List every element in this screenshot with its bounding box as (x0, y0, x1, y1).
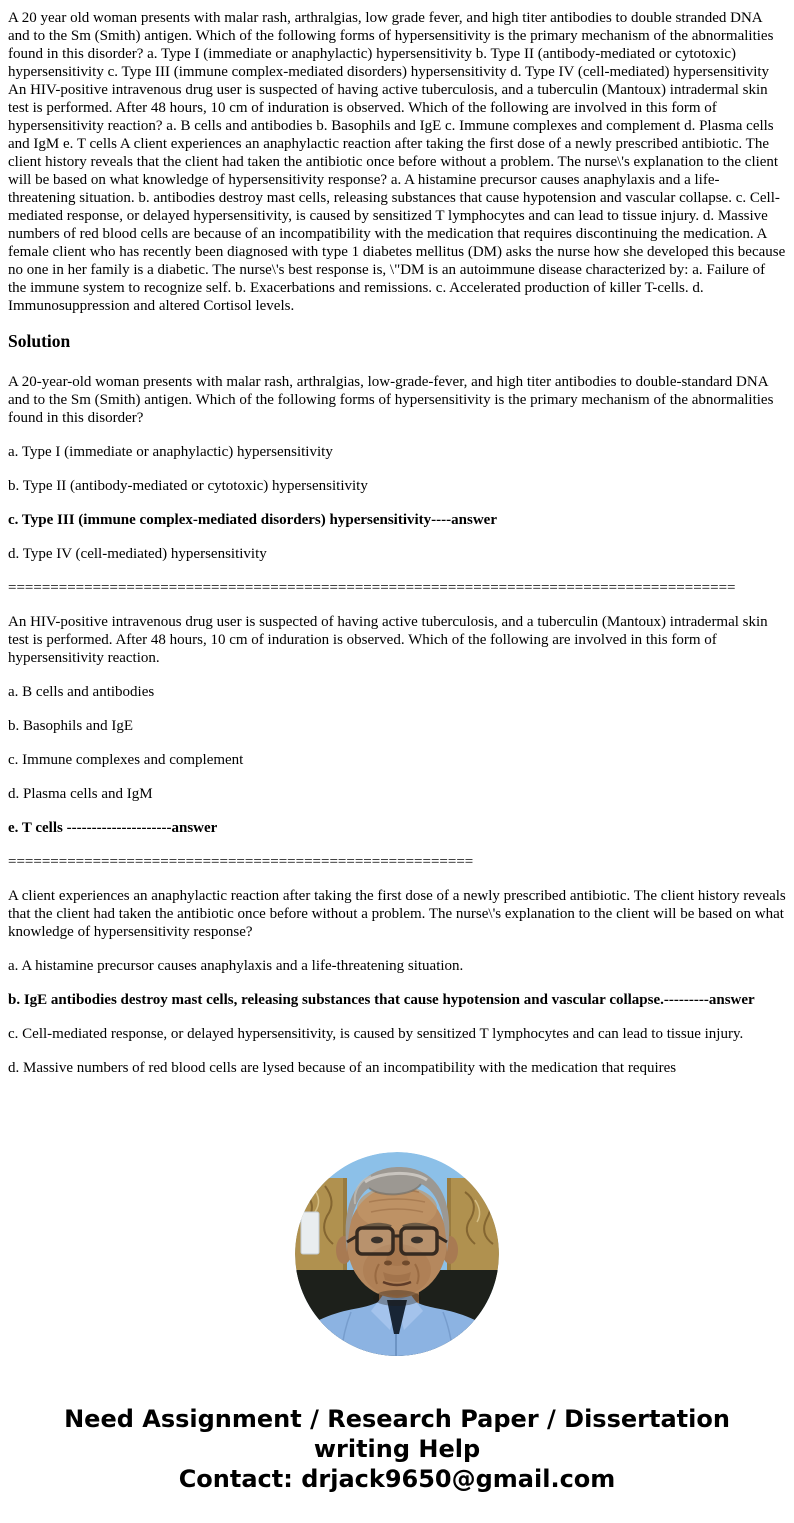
separator-line: ====================================================================================== (8, 580, 736, 596)
solution-paragraph: b. IgE antibodies destroy mast cells, releasing substances that cause hypotension and vascular collapse.---------answer (8, 992, 755, 1008)
solution-paragraph: b. Type II (antibody-mediated or cytotoxic) hypersensitivity (8, 478, 368, 494)
avatar-photo (295, 1152, 499, 1356)
solution-paragraph: b. Basophils and IgE (8, 718, 133, 734)
solution-paragraph: d. Type IV (cell-mediated) hypersensitivity (8, 546, 267, 562)
solution-paragraph: A 20-year-old woman presents with malar rash, arthralgias, low-grade-fever, and high titer antibodies to double-standard DNA and to the Sm (Smith) antigen. Which of the following forms of hypersensitivity is the primary mechanism of the abnormalities found in this disorder? (8, 374, 774, 426)
solution-paragraph: a. Type I (immediate or anaphylactic) hypersensitivity (8, 444, 333, 460)
footer-contact: Contact: drjack9650@gmail.com (178, 1465, 616, 1493)
question-text: A 20 year old woman presents with malar rash, arthralgias, low grade fever, and high titer antibodies to double stranded DNA and to the Sm (Smith) antigen. Which of the following forms of hypersensitivity is the primary mechanism of the abnormalities found in this disorder? a. Type I (immediate or anaphylactic) hypersensitivity b. Type II (antibody-mediated or cytotoxic) hypersensitivity c. Type III (immune complex-mediated disorders) hypersensitivity d. Type IV (cell-mediated) hypersensitivity An HIV-positive intravenous drug user is suspected of having active tuberculosis, and a tuberculin (Mantoux) intradermal skin test is performed. After 48 hours, 10 cm of induration is observed. Which of the following are involved in this form of hypersensitivity reaction? a. B cells and antibodies b. Basophils and IgE c. Immune complexes and complement d. Plasma cells and IgM e. T cells A client experiences an anaphylactic reaction after taking the first dose of a newly prescribed antibiotic. The client history reveals that the client had taken the antibiotic once before without a problem. The nurse\'s explanation to the client will be based on what knowledge of hypersensitivity response? a. A histamine precursor causes anaphylaxis and a life-threatening situation. b. antibodies destroy mast cells, releasing substances that cause hypotension and vascular collapse. c. Cell-mediated response, or delayed hypersensitivity, is caused by sensitized T lymphocytes and can lead to tissue injury. d. Massive numbers of red blood cells are because of an incompatibility with the medication that requires discontinuing the medication. A female client who has recently been diagnosed with type 1 diabetes mellitus (DM) asks the nurse how she developed this because no one in her family is a diabetic. The nurse\'s best response is, \"DM is an autoimmune disease characterized by: a. Failure of the immune system to recognize self. b. Exacerbations and remissions. c. Accelerated production of killer T-cells. d. Immunosuppression and altered Cortisol levels. (8, 10, 786, 314)
solution-blocks (8, 373, 786, 1077)
solution-paragraph: d. Plasma cells and IgM (8, 786, 153, 802)
separator-line: ======================================================= (8, 854, 474, 870)
solution-paragraph: d. Massive numbers of red blood cells are lysed because of an incompatibility with the medication that requires (8, 1060, 677, 1076)
solution-heading: Solution (8, 331, 71, 351)
solution-paragraph: e. T cells ---------------------answer (8, 820, 218, 836)
solution-paragraph: a. A histamine precursor causes anaphylaxis and a life-threatening situation. (8, 958, 464, 974)
solution-paragraph: c. Cell-mediated response, or delayed hypersensitivity, is caused by sensitized T lymphocytes and can lead to tissue injury. (8, 1026, 744, 1042)
tutor-avatar[interactable] (295, 1152, 499, 1356)
footer-cta (0, 1404, 794, 1494)
solution-paragraph: A client experiences an anaphylactic reaction after taking the first dose of a newly prescribed antibiotic. The client history reveals that the client had taken the antibiotic once before without a problem. The nurse\'s explanation to the client will be based on what knowledge of hypersensitivity response? (8, 888, 786, 940)
solution-paragraph: c. Immune complexes and complement (8, 752, 244, 768)
solution-paragraph: An HIV-positive intravenous drug user is suspected of having active tuberculosis, and a tuberculin (Mantoux) intradermal skin test is performed. After 48 hours, 10 cm of induration is observed. Which of the following are involved in this form of hypersensitivity reaction. (8, 614, 768, 666)
footer-heading: Need Assignment / Research Paper / Dissertation writing Help (64, 1405, 730, 1463)
solution-paragraph: a. B cells and antibodies (8, 684, 155, 700)
solution-paragraph: c. Type III (immune complex-mediated disorders) hypersensitivity----answer (8, 512, 497, 528)
